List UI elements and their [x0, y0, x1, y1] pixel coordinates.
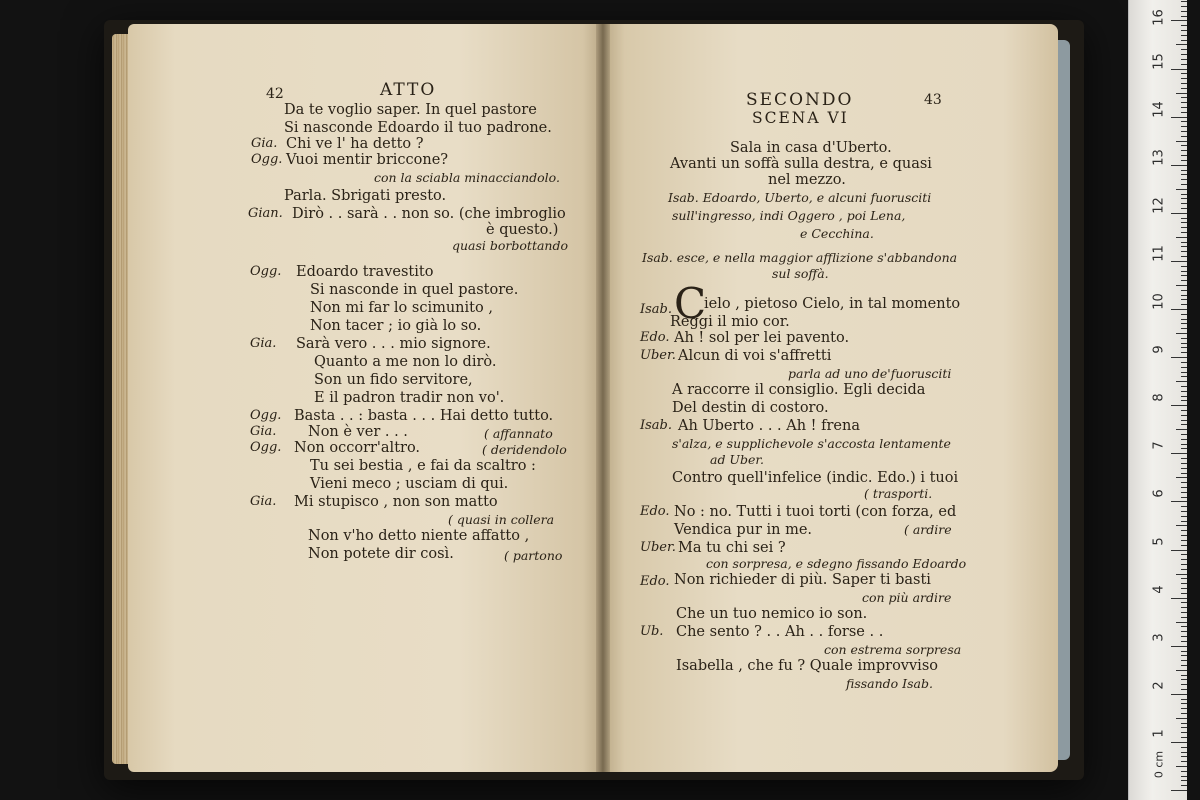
text-line: Dirò . . sarà . . non so. (che imbroglio [292, 206, 566, 222]
ruler-tick [1181, 242, 1187, 243]
ruler-tick [1181, 372, 1187, 373]
ruler-tick [1181, 314, 1187, 315]
speaker-label: Ogg. [250, 264, 282, 279]
ruler-tick [1181, 83, 1187, 84]
ruler-tick [1181, 752, 1187, 753]
ruler-tick [1181, 275, 1187, 276]
ruler-tick [1171, 694, 1187, 695]
stage-direction: con più ardire [862, 590, 952, 605]
ruler-number: 9 [1151, 345, 1167, 354]
ruler-tick [1176, 285, 1187, 286]
ruler-tick [1181, 126, 1187, 127]
speaker-label: Isab. [640, 302, 673, 317]
ruler-tick [1181, 121, 1187, 122]
ruler-tick [1181, 6, 1187, 7]
stage-direction: ( trasporti. [864, 486, 933, 501]
ruler-tick [1181, 703, 1187, 704]
scene-setting: Avanti un soffà sulla destra, e quasi [670, 156, 932, 172]
ruler-tick [1176, 381, 1187, 382]
ruler-tick [1176, 141, 1187, 142]
ruler-tick [1181, 535, 1187, 536]
right-page [602, 24, 1058, 772]
ruler-tick [1181, 131, 1187, 132]
ruler-tick [1181, 218, 1187, 219]
ruler-tick [1171, 69, 1187, 70]
ruler-number: 16 [1151, 9, 1167, 26]
ruler-tick [1181, 88, 1187, 89]
ruler-number: 12 [1151, 197, 1167, 214]
text-line: Del destin di costoro. [672, 400, 829, 416]
ruler-number: 3 [1151, 633, 1167, 642]
ruler-tick [1181, 174, 1187, 175]
ruler-tick [1181, 516, 1187, 517]
ruler-tick [1181, 73, 1187, 74]
ruler-tick [1181, 16, 1187, 17]
stage-direction: parla ad uno de'fuorusciti [788, 366, 952, 381]
ruler-unit-label: 0 cm [1152, 750, 1166, 779]
ruler-tick [1181, 343, 1187, 344]
page-number-left: 42 [266, 86, 284, 102]
ruler-tick [1181, 780, 1187, 781]
text-line: Chi ve l' ha detto ? [286, 136, 424, 152]
text-line: E il padron tradir non vo'. [314, 390, 505, 406]
measuring-ruler [1128, 0, 1187, 800]
ruler-tick [1181, 145, 1187, 146]
ruler-tick [1171, 117, 1187, 118]
ruler-tick [1181, 482, 1187, 483]
ruler-tick [1181, 602, 1187, 603]
stage-direction: e Cecchina. [800, 226, 874, 241]
text-line: Sarà vero . . . mio signore. [296, 336, 491, 352]
stage-direction: sul soffà. [772, 266, 829, 281]
stage-direction: ( ardire [904, 522, 952, 537]
ruler-tick [1181, 626, 1187, 627]
ruler-tick [1181, 588, 1187, 589]
ruler-tick [1181, 732, 1187, 733]
text-line: Non tacer ; io già lo so. [310, 318, 482, 334]
ruler-tick [1171, 790, 1187, 791]
scene-setting: nel mezzo. [768, 172, 846, 188]
ruler-tick [1181, 559, 1187, 560]
ruler-tick [1171, 598, 1187, 599]
ruler-tick [1181, 593, 1187, 594]
ruler-tick [1181, 280, 1187, 281]
ruler-tick [1176, 766, 1187, 767]
ruler-tick [1181, 251, 1187, 252]
ruler-tick [1181, 59, 1187, 60]
drop-cap: C [674, 279, 707, 328]
ruler-tick [1181, 35, 1187, 36]
text-line: Che sento ? . . Ah . . forse . . [676, 624, 884, 640]
stage-direction: con estrema sorpresa [824, 642, 962, 657]
speaker-label: Gia. [251, 136, 278, 151]
text-line: Ah Uberto . . . Ah ! frena [678, 418, 860, 434]
ruler-tick [1181, 675, 1187, 676]
ruler-tick [1181, 222, 1187, 223]
ruler-tick [1181, 391, 1187, 392]
ruler-tick [1181, 506, 1187, 507]
ruler-tick [1171, 165, 1187, 166]
ruler-tick [1181, 679, 1187, 680]
speaker-label: Ub. [640, 624, 664, 639]
ruler-tick [1181, 636, 1187, 637]
stage-direction: ( quasi in collera [448, 512, 555, 527]
text-line: ielo , pietoso Cielo, in tal momento [704, 296, 961, 312]
ruler-tick [1181, 347, 1187, 348]
ruler-tick [1176, 44, 1187, 45]
ruler-number: 7 [1151, 441, 1167, 450]
speaker-label: Edo. [640, 574, 670, 589]
ruler-tick [1176, 333, 1187, 334]
ruler-tick [1176, 189, 1187, 190]
speaker-label: Edo. [640, 504, 670, 519]
ruler-tick [1181, 578, 1187, 579]
scene-setting: Sala in casa d'Uberto. [730, 140, 892, 156]
ruler-tick [1181, 723, 1187, 724]
stage-direction: con la sciabla minacciandolo. [374, 170, 560, 185]
text-line: Non v'ho detto niente affatto , [308, 528, 530, 544]
ruler-tick [1181, 64, 1187, 65]
ruler-tick [1181, 11, 1187, 12]
ruler-tick [1171, 501, 1187, 502]
text-line: No : no. Tutti i tuoi torti (con forza, ed [674, 504, 957, 520]
ruler-tick [1181, 54, 1187, 55]
ruler-tick [1181, 203, 1187, 204]
ruler-tick [1181, 458, 1187, 459]
ruler-tick [1176, 477, 1187, 478]
stage-direction: s'alza, e supplichevole s'accosta lentamente [672, 436, 951, 451]
ruler-tick [1181, 737, 1187, 738]
ruler-tick [1171, 646, 1187, 647]
ruler-tick [1181, 376, 1187, 377]
ruler-tick [1171, 550, 1187, 551]
ruler-tick [1181, 155, 1187, 156]
stage-direction: ( deridendolo [482, 442, 567, 457]
ruler-tick [1181, 564, 1187, 565]
text-line: Che un tuo nemico io son. [676, 606, 868, 622]
ruler-tick [1181, 727, 1187, 728]
ruler-tick [1181, 583, 1187, 584]
ruler-tick [1181, 246, 1187, 247]
ruler-tick [1181, 420, 1187, 421]
ruler-tick [1171, 20, 1187, 21]
book-gutter [596, 24, 610, 772]
speaker-label: Uber. [640, 540, 676, 555]
ruler-tick [1171, 357, 1187, 358]
ruler-tick [1181, 328, 1187, 329]
ruler-tick [1181, 655, 1187, 656]
ruler-tick [1181, 785, 1187, 786]
ruler-tick [1181, 463, 1187, 464]
text-line: Contro quell'infelice (indic. Edo.) i tuoi [672, 470, 959, 486]
ruler-tick [1181, 266, 1187, 267]
speaker-label: Gia. [250, 424, 277, 439]
ruler-tick [1181, 487, 1187, 488]
ruler-tick [1176, 429, 1187, 430]
text-line: Quanto a me non lo dirò. [314, 354, 497, 370]
text-line: Si nasconde Edoardo il tuo padrone. [284, 120, 552, 136]
ruler-tick [1181, 400, 1187, 401]
text-line: Non mi far lo scimunito , [310, 300, 493, 316]
ruler-tick [1181, 386, 1187, 387]
text-line: Non richieder di più. Saper ti basti [674, 572, 931, 588]
ruler-tick [1181, 25, 1187, 26]
ruler-number: 4 [1151, 585, 1167, 594]
ruler-tick [1181, 299, 1187, 300]
ruler-number: 5 [1151, 537, 1167, 546]
ruler-tick [1176, 670, 1187, 671]
ruler-tick [1181, 660, 1187, 661]
stage-direction: con sorpresa, e sdegno fissando Edoardo [706, 556, 967, 571]
ruler-tick [1181, 107, 1187, 108]
ruler-tick [1181, 323, 1187, 324]
ruler-tick [1181, 352, 1187, 353]
text-line: Edoardo travestito [296, 264, 434, 280]
text-line: Non occorr'altro. [294, 440, 421, 456]
ruler-tick [1181, 473, 1187, 474]
ruler-tick [1181, 198, 1187, 199]
ruler-tick [1181, 338, 1187, 339]
text-line: Reggi il mio cor. [670, 314, 790, 330]
text-line: Ma tu chi sei ? [678, 540, 786, 556]
stage-direction: Isab. esce, e nella maggior afflizione s'abbandona [642, 250, 958, 265]
text-line: Basta . . : basta . . . Hai detto tutto. [294, 408, 554, 424]
text-line: A raccorre il consiglio. Egli decida [672, 382, 926, 398]
ruler-tick [1181, 410, 1187, 411]
ruler-tick [1181, 545, 1187, 546]
ruler-tick [1181, 367, 1187, 368]
ruler-tick [1181, 468, 1187, 469]
stage-direction: sull'ingresso, indi Oggero , poi Lena, [672, 208, 906, 223]
speaker-label: Edo. [640, 330, 670, 345]
ruler-tick [1181, 170, 1187, 171]
text-line: Da te voglio saper. In quel pastore [284, 102, 537, 118]
ruler-tick [1181, 150, 1187, 151]
stage-direction: ad Uber. [710, 452, 764, 467]
ruler-tick [1181, 396, 1187, 397]
ruler-tick [1181, 521, 1187, 522]
speaker-label: Ogg. [251, 152, 283, 167]
ruler-tick [1171, 742, 1187, 743]
speaker-label: Uber. [640, 348, 676, 363]
ruler-tick [1181, 97, 1187, 98]
ruler-tick [1181, 112, 1187, 113]
ruler-tick [1181, 102, 1187, 103]
ruler-tick [1181, 136, 1187, 137]
ruler-tick [1181, 497, 1187, 498]
text-line: Isabella , che fu ? Quale improvviso [676, 658, 938, 674]
ruler-tick [1181, 184, 1187, 185]
ruler-tick [1171, 453, 1187, 454]
ruler-tick [1181, 554, 1187, 555]
ruler-tick [1181, 651, 1187, 652]
page-heading-right: SECONDO [746, 90, 854, 110]
ruler-tick [1171, 309, 1187, 310]
ruler-tick [1181, 194, 1187, 195]
ruler-tick [1181, 708, 1187, 709]
text-line: Son un fido servitore, [314, 372, 473, 388]
text-line: è questo.) [486, 222, 559, 238]
ruler-tick [1181, 684, 1187, 685]
ruler-tick [1176, 237, 1187, 238]
ruler-tick [1176, 622, 1187, 623]
ruler-tick [1181, 232, 1187, 233]
ruler-tick [1181, 271, 1187, 272]
stage-direction: ( partono [504, 548, 563, 563]
ruler-tick [1181, 631, 1187, 632]
ruler-tick [1181, 776, 1187, 777]
ruler-tick [1181, 295, 1187, 296]
ruler-tick [1181, 256, 1187, 257]
ruler-tick [1176, 93, 1187, 94]
speaker-label: Ogg. [250, 440, 282, 455]
ruler-tick [1171, 213, 1187, 214]
text-line: Vuoi mentir briccone? [286, 152, 449, 168]
ruler-tick [1181, 49, 1187, 50]
ruler-tick [1181, 747, 1187, 748]
ruler-tick [1181, 30, 1187, 31]
ruler-tick [1181, 761, 1187, 762]
ruler-tick [1181, 607, 1187, 608]
ruler-tick [1176, 718, 1187, 719]
ruler-tick [1181, 1, 1187, 2]
text-line: Non è ver . . . [308, 424, 408, 440]
stage-direction: ( affannato [484, 426, 553, 441]
ruler-number: 14 [1151, 101, 1167, 118]
ruler-tick [1181, 511, 1187, 512]
ruler-tick [1181, 444, 1187, 445]
ruler-tick [1181, 569, 1187, 570]
ruler-tick [1181, 713, 1187, 714]
ruler-tick [1181, 160, 1187, 161]
ruler-tick [1181, 227, 1187, 228]
ruler-number: 10 [1151, 293, 1167, 310]
ruler-tick [1181, 689, 1187, 690]
speaker-label: Gia. [250, 336, 277, 351]
ruler-tick [1181, 415, 1187, 416]
ruler-tick [1181, 771, 1187, 772]
text-line: Alcun di voi s'affretti [678, 348, 832, 364]
ruler-number: 11 [1151, 245, 1167, 262]
text-line: Ah ! sol per lei pavento. [674, 330, 850, 346]
ruler-tick [1181, 424, 1187, 425]
text-line: Tu sei bestia , e fai da scaltro : [310, 458, 536, 474]
scene-title: SCENA VI [752, 109, 849, 127]
text-line: Si nasconde in quel pastore. [310, 282, 519, 298]
ruler-number: 8 [1151, 393, 1167, 402]
ruler-tick [1181, 699, 1187, 700]
stage-direction: fissando Isab. [846, 676, 933, 691]
ruler-tick [1181, 304, 1187, 305]
ruler-tick [1181, 641, 1187, 642]
ruler-tick [1181, 612, 1187, 613]
speaker-label: Isab. [640, 418, 673, 433]
ruler-tick [1181, 617, 1187, 618]
ruler-tick [1176, 525, 1187, 526]
ruler-tick [1181, 665, 1187, 666]
ruler-tick [1181, 756, 1187, 757]
ruler-tick [1181, 208, 1187, 209]
ruler-tick [1181, 78, 1187, 79]
ruler-number: 15 [1151, 53, 1167, 70]
ruler-number: 1 [1151, 729, 1167, 738]
ruler-tick [1171, 405, 1187, 406]
left-page [128, 24, 602, 772]
ruler-tick [1171, 261, 1187, 262]
ruler-tick [1176, 574, 1187, 575]
ruler-tick [1181, 540, 1187, 541]
page-number-right: 43 [924, 92, 942, 108]
ruler-tick [1181, 439, 1187, 440]
text-line: Non potete dir così. [308, 546, 454, 562]
speaker-label: Gian. [248, 206, 283, 221]
ruler-number: 13 [1151, 149, 1167, 166]
ruler-number: 2 [1151, 681, 1167, 690]
ruler-tick [1181, 319, 1187, 320]
text-line: Parla. Sbrigati presto. [284, 188, 447, 204]
text-line: Vendica pur in me. [674, 522, 813, 538]
ruler-tick [1181, 290, 1187, 291]
ruler-tick [1181, 179, 1187, 180]
ruler-tick [1181, 362, 1187, 363]
text-line: Vieni meco ; usciam di qui. [310, 476, 509, 492]
speaker-label: Ogg. [250, 408, 282, 423]
stage-direction: Isab. Edoardo, Uberto, e alcuni fuorusciti [668, 190, 932, 205]
ruler-tick [1181, 530, 1187, 531]
ruler-number: 6 [1151, 489, 1167, 498]
ruler-tick [1181, 40, 1187, 41]
page-heading-left: ATTO [380, 80, 437, 100]
stage-direction: quasi borbottando [452, 238, 568, 253]
ruler-tick [1181, 448, 1187, 449]
ruler-tick [1181, 434, 1187, 435]
ruler-tick [1181, 492, 1187, 493]
text-line: Mi stupisco , non son matto [294, 494, 498, 510]
speaker-label: Gia. [250, 494, 277, 509]
